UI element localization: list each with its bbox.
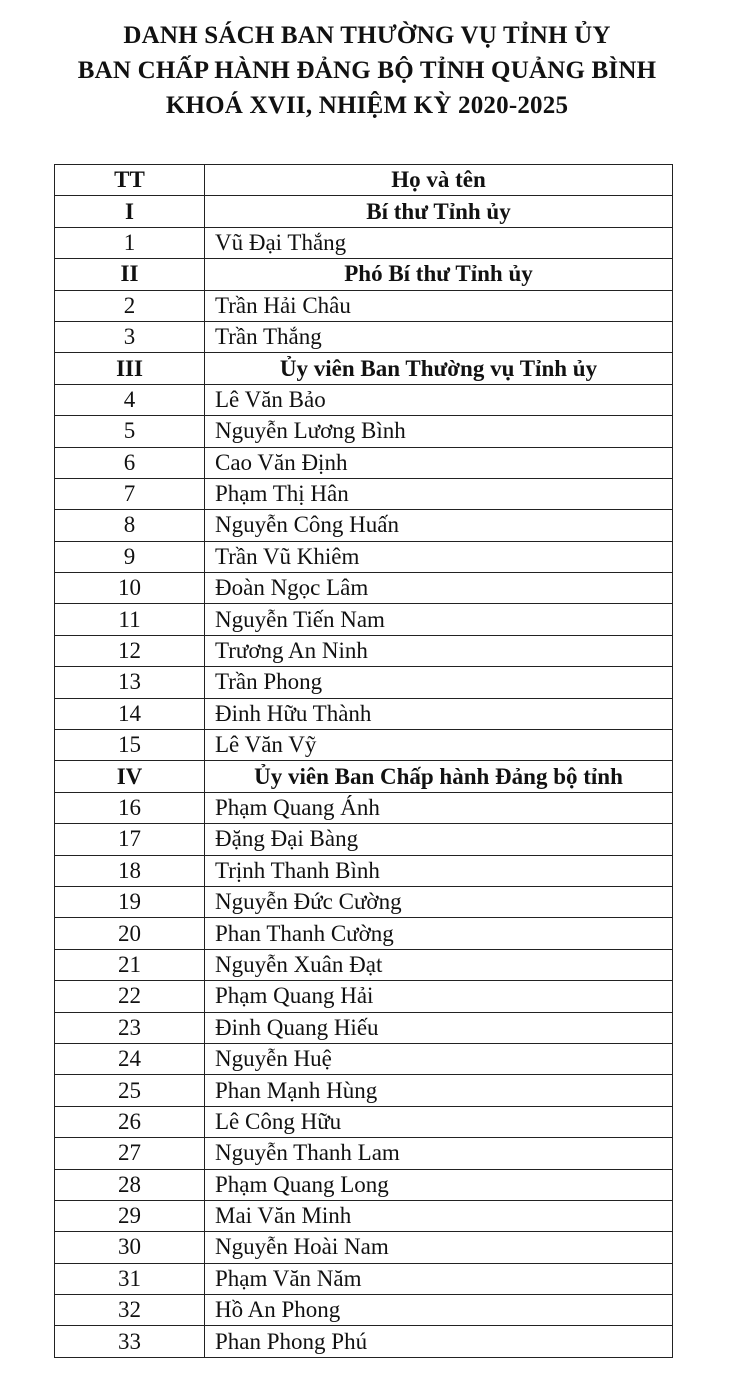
- member-name: Lê Công Hữu: [205, 1106, 673, 1137]
- table-row: [55, 855, 673, 886]
- row-number: 27: [55, 1138, 205, 1169]
- section-number: IV: [55, 761, 205, 792]
- member-name: Phạm Quang Hải: [205, 981, 673, 1012]
- table-row: [55, 321, 673, 352]
- table-row: [55, 792, 673, 823]
- member-name: Nguyễn Lương Bình: [205, 416, 673, 447]
- row-number: 14: [55, 698, 205, 729]
- header-tt: TT: [55, 165, 205, 196]
- member-name: Trần Hải Châu: [205, 290, 673, 321]
- row-number: 22: [55, 981, 205, 1012]
- row-number: 8: [55, 510, 205, 541]
- member-name: Nguyễn Công Huấn: [205, 510, 673, 541]
- row-number: 2: [55, 290, 205, 321]
- table-row: [55, 510, 673, 541]
- table-row: [55, 1169, 673, 1200]
- table-row: [55, 1295, 673, 1326]
- member-name: Lê Văn Vỹ: [205, 730, 673, 761]
- row-number: 9: [55, 541, 205, 572]
- section-title: Ủy viên Ban Chấp hành Đảng bộ tỉnh: [205, 761, 673, 792]
- row-number: 30: [55, 1232, 205, 1263]
- member-name: Phạm Văn Năm: [205, 1263, 673, 1294]
- row-number: 28: [55, 1169, 205, 1200]
- section-title: Ủy viên Ban Thường vụ Tỉnh ủy: [205, 353, 673, 384]
- member-name: Mai Văn Minh: [205, 1200, 673, 1231]
- section-number: II: [55, 259, 205, 290]
- header-name: Họ và tên: [205, 165, 673, 196]
- table-row: [55, 227, 673, 258]
- member-name: Nguyễn Đức Cường: [205, 886, 673, 917]
- member-table: [54, 164, 673, 1358]
- table-row: [55, 1012, 673, 1043]
- row-number: 33: [55, 1326, 205, 1357]
- row-number: 21: [55, 949, 205, 980]
- member-name: Lê Văn Bảo: [205, 384, 673, 415]
- row-number: 18: [55, 855, 205, 886]
- row-number: 20: [55, 918, 205, 949]
- member-name: Nguyễn Xuân Đạt: [205, 949, 673, 980]
- member-name: Trần Thắng: [205, 321, 673, 352]
- row-number: 7: [55, 478, 205, 509]
- row-number: 16: [55, 792, 205, 823]
- row-number: 24: [55, 1043, 205, 1074]
- section-number: I: [55, 196, 205, 227]
- member-name: Trần Vũ Khiêm: [205, 541, 673, 572]
- table-row: [55, 573, 673, 604]
- member-name: Trương An Ninh: [205, 635, 673, 666]
- row-number: 1: [55, 227, 205, 258]
- row-number: 29: [55, 1200, 205, 1231]
- member-name: Vũ Đại Thắng: [205, 227, 673, 258]
- section-row: [55, 353, 673, 384]
- row-number: 23: [55, 1012, 205, 1043]
- table-row: [55, 416, 673, 447]
- table-row: [55, 918, 673, 949]
- member-name: Đinh Quang Hiếu: [205, 1012, 673, 1043]
- member-name: Phan Thanh Cường: [205, 918, 673, 949]
- table-row: [55, 541, 673, 572]
- row-number: 26: [55, 1106, 205, 1137]
- table-row: [55, 949, 673, 980]
- row-number: 32: [55, 1295, 205, 1326]
- member-name: Đặng Đại Bàng: [205, 824, 673, 855]
- table-row: [55, 1232, 673, 1263]
- member-table-body: [55, 165, 673, 1358]
- member-name: Nguyễn Thanh Lam: [205, 1138, 673, 1169]
- document-title: [0, 18, 734, 123]
- table-row: [55, 384, 673, 415]
- row-number: 25: [55, 1075, 205, 1106]
- table-row: [55, 698, 673, 729]
- table-row: [55, 1075, 673, 1106]
- member-name: Phan Mạnh Hùng: [205, 1075, 673, 1106]
- row-number: 15: [55, 730, 205, 761]
- table-row: [55, 478, 673, 509]
- title-line-1: DANH SÁCH BAN THƯỜNG VỤ TỈNH ỦY: [123, 22, 611, 49]
- table-row: [55, 1263, 673, 1294]
- table-row: [55, 1106, 673, 1137]
- title-line-2: BAN CHẤP HÀNH ĐẢNG BỘ TỈNH QUẢNG BÌNH: [77, 57, 657, 84]
- table-row: [55, 604, 673, 635]
- member-name: Hồ An Phong: [205, 1295, 673, 1326]
- section-title: Bí thư Tỉnh ủy: [205, 196, 673, 227]
- member-name: Đoàn Ngọc Lâm: [205, 573, 673, 604]
- table-row: [55, 730, 673, 761]
- table-row: [55, 1043, 673, 1074]
- table-header-row: [55, 165, 673, 196]
- table-row: [55, 886, 673, 917]
- table-row: [55, 635, 673, 666]
- member-name: Phan Phong Phú: [205, 1326, 673, 1357]
- row-number: 31: [55, 1263, 205, 1294]
- section-number: III: [55, 353, 205, 384]
- member-name: Phạm Quang Ánh: [205, 792, 673, 823]
- row-number: 17: [55, 824, 205, 855]
- member-name: Nguyễn Hoài Nam: [205, 1232, 673, 1263]
- section-row: [55, 259, 673, 290]
- row-number: 12: [55, 635, 205, 666]
- member-name: Nguyễn Tiến Nam: [205, 604, 673, 635]
- table-row: [55, 1200, 673, 1231]
- row-number: 3: [55, 321, 205, 352]
- section-title: Phó Bí thư Tỉnh ủy: [205, 259, 673, 290]
- member-name: Phạm Quang Long: [205, 1169, 673, 1200]
- table-row: [55, 1326, 673, 1357]
- row-number: 13: [55, 667, 205, 698]
- section-row: [55, 196, 673, 227]
- row-number: 10: [55, 573, 205, 604]
- member-name: Trịnh Thanh Bình: [205, 855, 673, 886]
- table-row: [55, 667, 673, 698]
- member-name: Trần Phong: [205, 667, 673, 698]
- table-row: [55, 824, 673, 855]
- member-name: Cao Văn Định: [205, 447, 673, 478]
- table-row: [55, 981, 673, 1012]
- member-name: Phạm Thị Hân: [205, 478, 673, 509]
- row-number: 19: [55, 886, 205, 917]
- title-line-3: KHOÁ XVII, NHIỆM KỲ 2020-2025: [165, 92, 569, 119]
- member-name: Đinh Hữu Thành: [205, 698, 673, 729]
- table-row: [55, 447, 673, 478]
- row-number: 5: [55, 416, 205, 447]
- row-number: 11: [55, 604, 205, 635]
- row-number: 6: [55, 447, 205, 478]
- table-row: [55, 290, 673, 321]
- table-row: [55, 1138, 673, 1169]
- row-number: 4: [55, 384, 205, 415]
- section-row: [55, 761, 673, 792]
- member-name: Nguyễn Huệ: [205, 1043, 673, 1074]
